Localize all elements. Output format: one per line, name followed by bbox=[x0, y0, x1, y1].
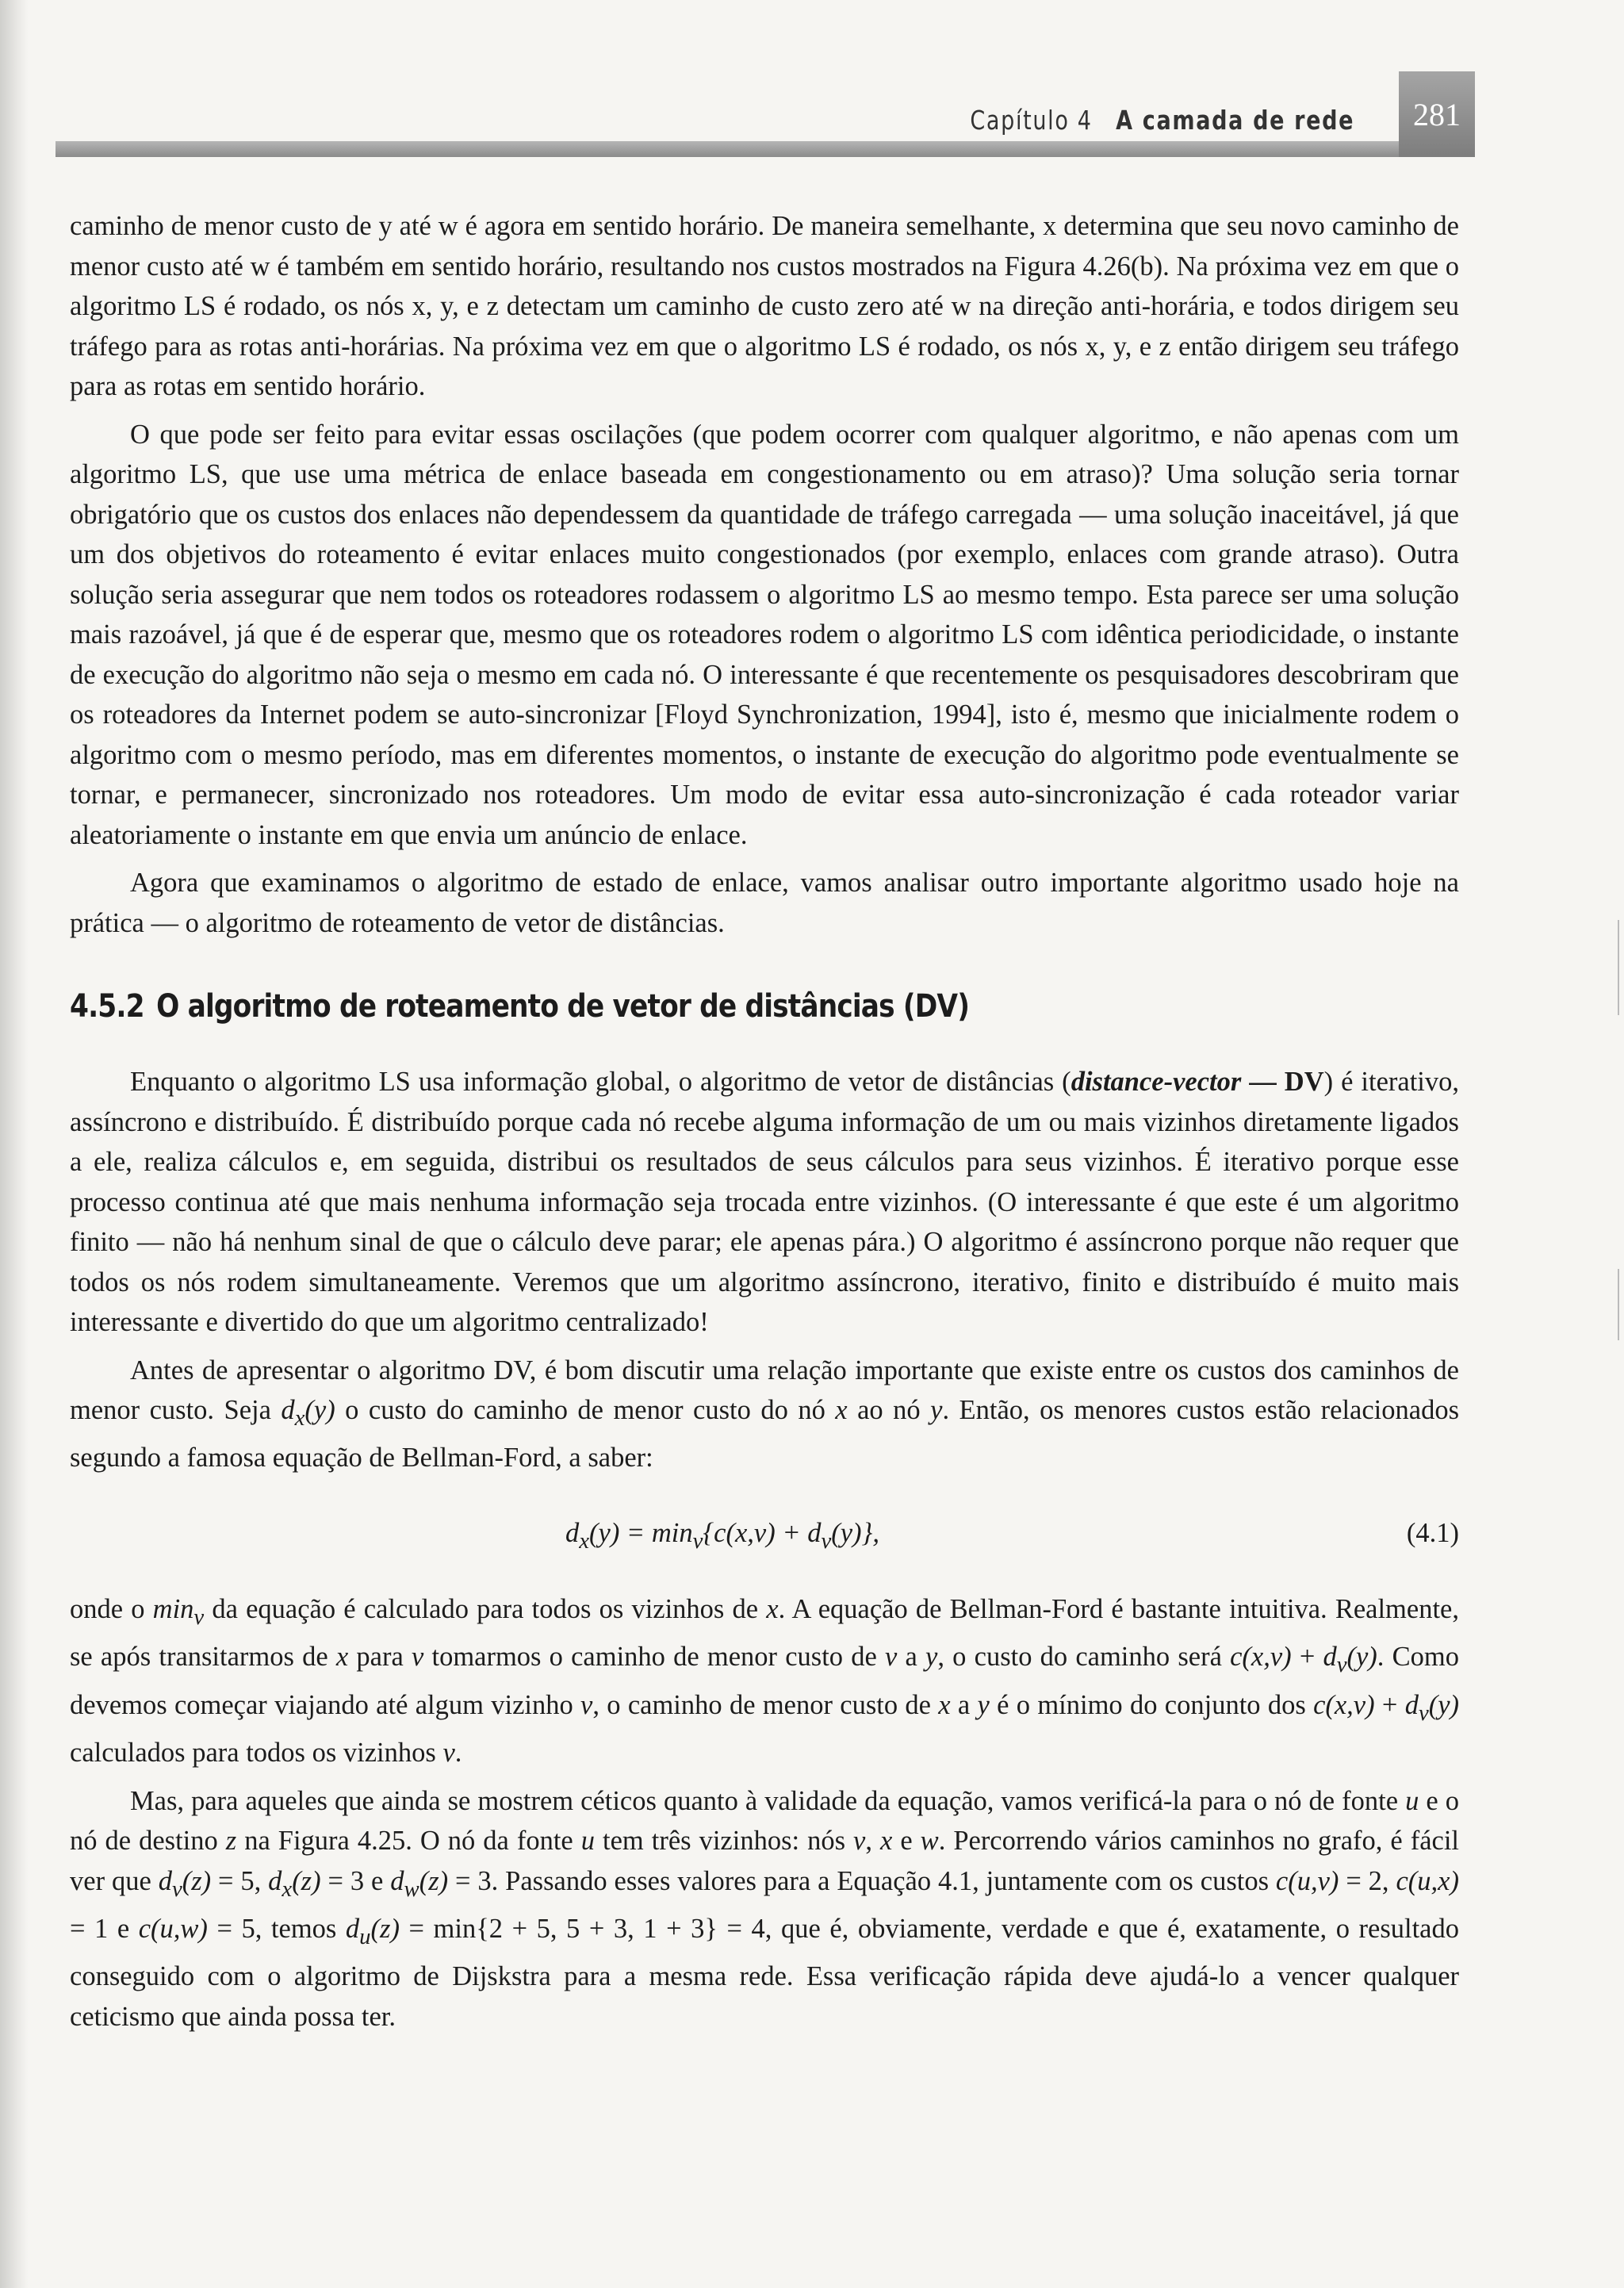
section-title: O algoritmo de roteamento de vetor de distâncias (DV) bbox=[156, 988, 970, 1025]
scan-margin-mark bbox=[1618, 1269, 1619, 1340]
page-number: 281 bbox=[1399, 71, 1475, 157]
paragraph: Mas, para aqueles que ainda se mostrem céticos quanto à validade da equação, vamos verificá-la para o nó de fonte u e o nó de destino z na Figura 4.25. O nó da fonte u tem três vizinhos: nós v, x e w. Percorrendo vários caminhos no grafo, é fácil ver que $d_v(z) = 5$, $d_x(z) = 3$ e $d_w(z) = 3$. Passando esses valores para a Equação 4.1, juntamente com os custos c(u,v) = 2, c(u,x) = 1 e c(u,w) = 5, temos $d_u(z) = \min\{2 + 5$, 5 + 3, 1 + 3} = 4, que é, obviamente, verdade e que é, exatamente, o resultado conseguido com o algoritmo de Dijskstra para a mesma rede. Essa verificação rápida deve ajudá-lo a vencer qualquer ceticismo que ainda possa ter. bbox=[70, 1785, 1460, 2032]
chapter-name: A camada de rede bbox=[1116, 105, 1354, 136]
page-gutter-shadow bbox=[0, 0, 29, 2288]
header-rule bbox=[56, 141, 1467, 157]
paragraph: Antes de apresentar o algoritmo DV, é bom discutir uma relação importante que existe entre os custos dos caminhos de menor custo. Seja $d_x(y)$ o custo do caminho de menor custo do nó x ao nó y. Então, os menores custos estão relacionados segundo a famosa equação de Bellman-Ford, a saber: bbox=[70, 1355, 1459, 1474]
page-body bbox=[70, 206, 1459, 2037]
paragraph: caminho de menor custo de y até w é agora em sentido horário. De maneira semelhante, x determina que seu novo caminho de menor custo até w é também em sentido horário, resultando nos custos mostrados na Figura 4.26(b). Na próxima vez em que o algoritmo LS é rodado, os nós x, y, e z detectam um caminho de custo zero até w na direção anti-horária, e todos dirigem seu tráfego para as rotas anti-horárias. Na próxima vez em que o algoritmo LS é rodado, os nós x, y, e z então dirigem seu tráfego para as rotas em sentido horário. bbox=[70, 211, 1459, 401]
equation-number: (4.1) bbox=[1406, 1517, 1459, 1548]
running-header bbox=[970, 105, 1354, 136]
section-number: 4.5.2 bbox=[70, 988, 144, 1025]
term-distance-vector: distance-vector bbox=[1071, 1067, 1242, 1097]
paragraph: onde o $\min_v$ da equação é calculado para todos os vizinhos de x. A equação de Bellman-Ford é bastante intuitiva. Realmente, se após transitarmos de x para v tomarmos o caminho de menor custo de v a y, o custo do caminho será $c(x,v) + d_v(y)$. Como devemos começar viajando até algum vizinho v, o caminho de menor custo de x a y é o mínimo do conjunto dos $c(x,v) + d_v(y)$ calculados para todos os vizinhos v. bbox=[70, 1593, 1459, 1769]
paragraph: O que pode ser feito para evitar essas oscilações (que podem ocorrer com qualquer algoritmo, e não apenas com um algoritmo LS, que use uma métrica de enlace baseada em congestionamento ou em atraso)? Uma solução seria tornar obrigatório que os custos dos enlaces não dependessem da quantidade de tráfego carregada — uma solução inaceitável, já que um dos objetivos do roteamento é evitar enlaces muito congestionados (por exemplo, enlaces com grande atraso). Outra solução seria assegurar que nem todos os roteadores rodassem o algoritmo LS ao mesmo tempo. Esta parece ser uma solução mais razoável, já que é de esperar que, mesmo que os roteadores rodem o algoritmo LS com idêntica periodicidade, o instante de execução do algoritmo não seja o mesmo em cada nó. O interessante é que recentemente os pesquisadores descobriram que os roteadores da Internet podem se auto-sincronizar [Floyd Synchronization, 1994], isto é, mesmo que inicialmente rodem o algoritmo com o mesmo período, mas em diferentes momentos, o instante de execução do algoritmo pode eventualmente se tornar, e permanecer, sincronizado nos roteadores. Um modo de evitar essa auto-sincronização é cada roteador variar aleatoriamente o instante em que envia um anúncio de enlace. bbox=[70, 419, 1459, 850]
bellman-ford-equation bbox=[70, 1513, 1459, 1553]
section-heading bbox=[70, 986, 1265, 1027]
chapter-label: Capítulo 4 bbox=[970, 105, 1093, 136]
paragraph: Agora que examinamos o algoritmo de estado de enlace, vamos analisar outro importante algoritmo usado hoje na prática — o algoritmo de roteamento de vetor de distâncias. bbox=[70, 868, 1459, 938]
scan-margin-mark bbox=[1618, 920, 1619, 1015]
paragraph: Enquanto o algoritmo LS usa informação global, o algoritmo de vetor de distâncias (distance-vector — DV) é iterativo, assíncrono e distribuído. É distribuído porque cada nó recebe alguma informação de um ou mais vizinhos diretamente ligados a ele, realiza cálculos e, em seguida, distribui os resultados de seus cálculos para seus vizinhos. É iterativo porque esse processo continua até que mais nenhuma informação seja trocada entre vizinhos. (O interessante é que este é um algoritmo finito — não há nenhum sinal de que o cálculo deve parar; ele apenas pára.) O algoritmo é assíncrono porque não requer que todos os nós rodem simultaneamente. Veremos que um algoritmo assíncrono, iterativo, finito e distribuído é muito mais interessante e divertido do que um algoritmo centralizado! bbox=[70, 1067, 1459, 1337]
equation-body: $d_x(y) = \min_v\{c(x,v) + d_v(y)\}$, bbox=[565, 1517, 879, 1554]
